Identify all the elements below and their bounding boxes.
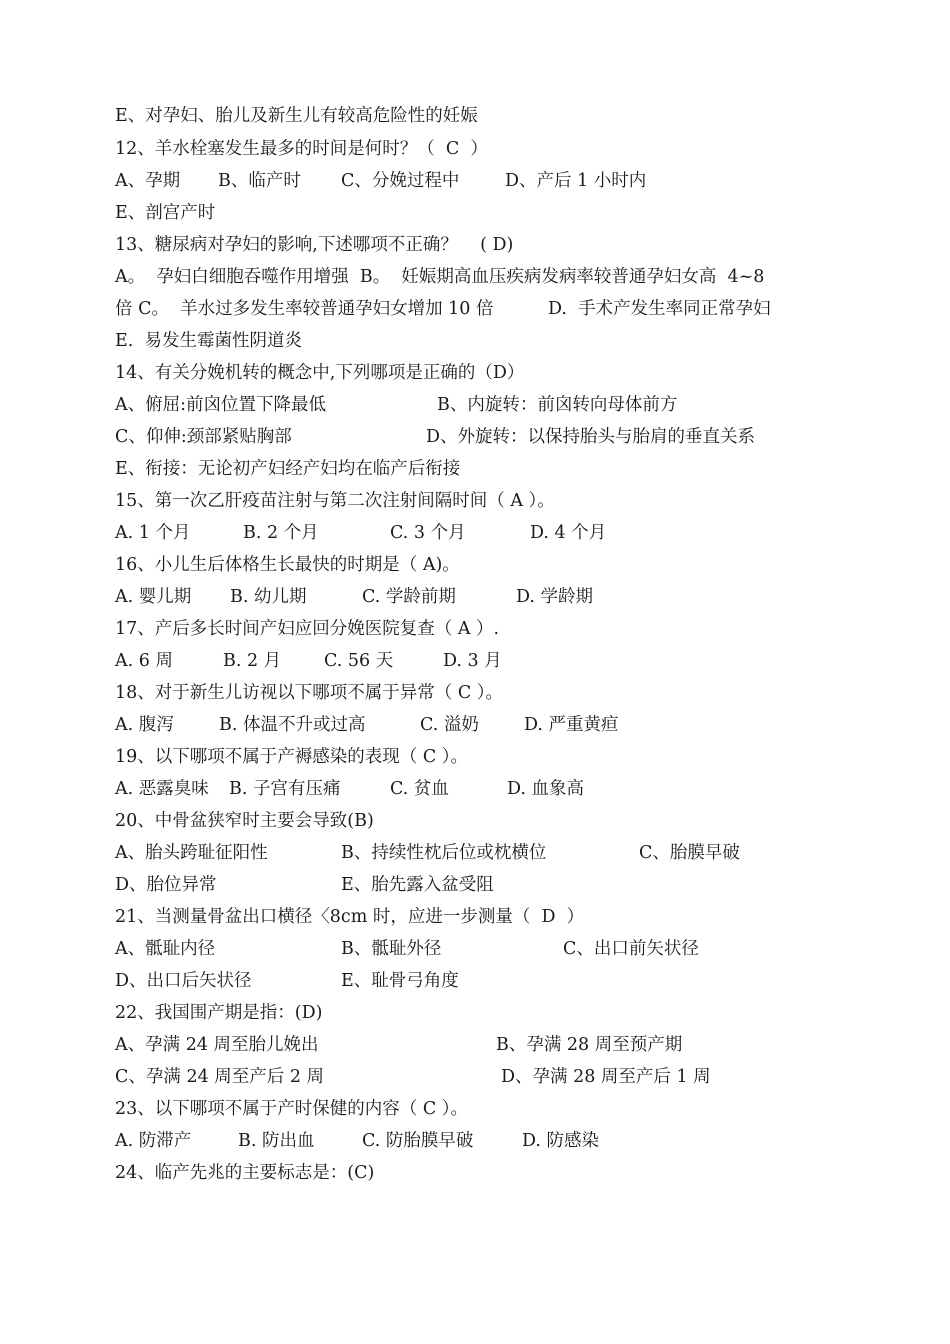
line-text: 20、中骨盆狭窄时主要会导致(B) bbox=[115, 811, 374, 831]
option-text: C. 防胎膜早破 bbox=[362, 1131, 474, 1151]
text-line bbox=[0, 613, 950, 645]
text-line bbox=[0, 133, 950, 165]
option-text: D. 防感染 bbox=[522, 1131, 600, 1151]
text-line bbox=[0, 869, 950, 901]
text-line bbox=[0, 261, 950, 293]
line-text: 13、糖尿病对孕妇的影响,下述哪项不正确？ ( D) bbox=[115, 235, 514, 255]
text-line bbox=[0, 741, 950, 773]
option-text: D、外旋转：以保持胎头与胎肩的垂直关系 bbox=[426, 427, 756, 447]
option-text: B. 体温不升或过高 bbox=[219, 715, 366, 735]
text-line bbox=[0, 485, 950, 517]
option-text: C、出口前矢状径 bbox=[563, 939, 699, 959]
line-text: A。 孕妇白细胞吞噬作用增强 B。 妊娠期高血压疾病发病率较普通孕妇女高 4~8 bbox=[115, 267, 765, 287]
option-text: A. 腹泻 bbox=[115, 715, 174, 735]
line-text: 12、羊水栓塞发生最多的时间是何时？（ C ） bbox=[115, 139, 488, 159]
line-text: 17、产后多长时间产妇应回分娩医院复查（ A ）. bbox=[115, 619, 500, 639]
option-text: B、临产时 bbox=[218, 171, 301, 191]
option-text: B. 2 个月 bbox=[243, 523, 319, 543]
text-line bbox=[0, 997, 950, 1029]
text-line bbox=[0, 325, 950, 357]
option-text: D. 手术产发生率同正常孕妇 bbox=[548, 299, 771, 319]
text-line bbox=[0, 293, 950, 325]
option-text: A. 1 个月 bbox=[115, 523, 191, 543]
option-text: A、骶耻内径 bbox=[115, 939, 216, 959]
line-text: 24、临产先兆的主要标志是：(C) bbox=[115, 1163, 375, 1183]
option-text: A、孕期 bbox=[115, 171, 181, 191]
option-text: A、胎头跨耻征阳性 bbox=[115, 843, 268, 863]
line-text: 19、以下哪项不属于产褥感染的表现（ C ）。 bbox=[115, 747, 469, 767]
option-text: A、孕满 24 周至胎儿娩出 bbox=[115, 1035, 319, 1055]
text-line bbox=[0, 549, 950, 581]
option-text: C. 溢奶 bbox=[420, 715, 479, 735]
text-line bbox=[0, 1157, 950, 1189]
option-text: C、仰伸:颈部紧贴胸部 bbox=[115, 427, 292, 447]
text-line bbox=[0, 100, 950, 132]
line-text: E、对孕妇、胎儿及新生儿有较高危险性的妊娠 bbox=[115, 106, 478, 126]
option-text: C. 贫血 bbox=[390, 779, 449, 799]
line-text: 14、有关分娩机转的概念中,下列哪项是正确的（D） bbox=[115, 363, 525, 383]
line-text: 23、以下哪项不属于产时保健的内容（ C ）。 bbox=[115, 1099, 469, 1119]
text-line bbox=[0, 165, 950, 197]
option-text: B. 子宫有压痛 bbox=[229, 779, 341, 799]
line-text: 16、小儿生后体格生长最快的时期是（ A)。 bbox=[115, 555, 460, 575]
option-text: C. 56 天 bbox=[324, 651, 394, 671]
text-line bbox=[0, 965, 950, 997]
line-text: 22、我国围产期是指：(D) bbox=[115, 1003, 323, 1023]
option-text: E、耻骨弓角度 bbox=[341, 971, 459, 991]
text-line bbox=[0, 421, 950, 453]
option-text: D、产后 1 小时内 bbox=[505, 171, 647, 191]
text-line bbox=[0, 1061, 950, 1093]
option-text: D. 4 个月 bbox=[530, 523, 607, 543]
option-text: D. 严重黄疸 bbox=[524, 715, 619, 735]
option-text: A. 婴儿期 bbox=[115, 587, 192, 607]
line-text: E、衔接：无论初产妇经产妇均在临产后衔接 bbox=[115, 459, 461, 479]
option-text: B、持续性枕后位或枕横位 bbox=[341, 843, 547, 863]
line-text: 21、当测量骨盆出口横径〈8cm 时，应进一步测量（ D ） bbox=[115, 907, 585, 927]
text-line bbox=[0, 773, 950, 805]
text-line bbox=[0, 837, 950, 869]
text-line bbox=[0, 389, 950, 421]
option-text: E、胎先露入盆受阻 bbox=[341, 875, 494, 895]
text-line bbox=[0, 645, 950, 677]
line-text: E. 易发生霉菌性阴道炎 bbox=[115, 331, 302, 351]
text-line bbox=[0, 357, 950, 389]
option-text: C. 学龄前期 bbox=[362, 587, 456, 607]
option-text: B. 幼儿期 bbox=[230, 587, 307, 607]
text-line bbox=[0, 517, 950, 549]
option-text: D. 3 月 bbox=[443, 651, 502, 671]
text-line bbox=[0, 709, 950, 741]
option-text: A. 恶露臭味 bbox=[115, 779, 209, 799]
line-text: 15、第一次乙肝疫苗注射与第二次注射间隔时间（ A ）。 bbox=[115, 491, 555, 511]
option-text: C、分娩过程中 bbox=[341, 171, 460, 191]
option-text: B. 2 月 bbox=[223, 651, 282, 671]
option-text: B、内旋转：前囟转向母体前方 bbox=[437, 395, 678, 415]
option-text: D. 学龄期 bbox=[516, 587, 594, 607]
line-text: 18、对于新生儿访视以下哪项不属于异常（ C ）。 bbox=[115, 683, 504, 703]
option-text: B、骶耻外径 bbox=[341, 939, 442, 959]
option-text: A. 6 周 bbox=[115, 651, 173, 671]
option-text: D、孕满 28 周至产后 1 周 bbox=[501, 1067, 711, 1087]
option-text: C. 3 个月 bbox=[390, 523, 466, 543]
option-text: A、俯屈:前囟位置下降最低 bbox=[115, 395, 327, 415]
option-text: D、出口后矢状径 bbox=[115, 971, 252, 991]
text-line bbox=[0, 1125, 950, 1157]
text-line bbox=[0, 581, 950, 613]
line-text: E、剖宫产时 bbox=[115, 203, 216, 223]
option-text: D. 血象高 bbox=[507, 779, 585, 799]
option-text: C、孕满 24 周至产后 2 周 bbox=[115, 1067, 325, 1087]
option-text: B. 防出血 bbox=[238, 1131, 315, 1151]
text-line bbox=[0, 805, 950, 837]
option-text: 倍 C。 羊水过多发生率较普通孕妇女增加 10 倍 bbox=[115, 299, 494, 319]
option-text: B、孕满 28 周至预产期 bbox=[496, 1035, 683, 1055]
text-line bbox=[0, 677, 950, 709]
text-line bbox=[0, 1093, 950, 1125]
text-line bbox=[0, 933, 950, 965]
text-line bbox=[0, 197, 950, 229]
option-text: A. 防滞产 bbox=[115, 1131, 192, 1151]
text-line bbox=[0, 1029, 950, 1061]
text-line bbox=[0, 229, 950, 261]
text-line bbox=[0, 901, 950, 933]
option-text: C、胎膜早破 bbox=[639, 843, 740, 863]
text-line bbox=[0, 453, 950, 485]
option-text: D、胎位异常 bbox=[115, 875, 217, 895]
